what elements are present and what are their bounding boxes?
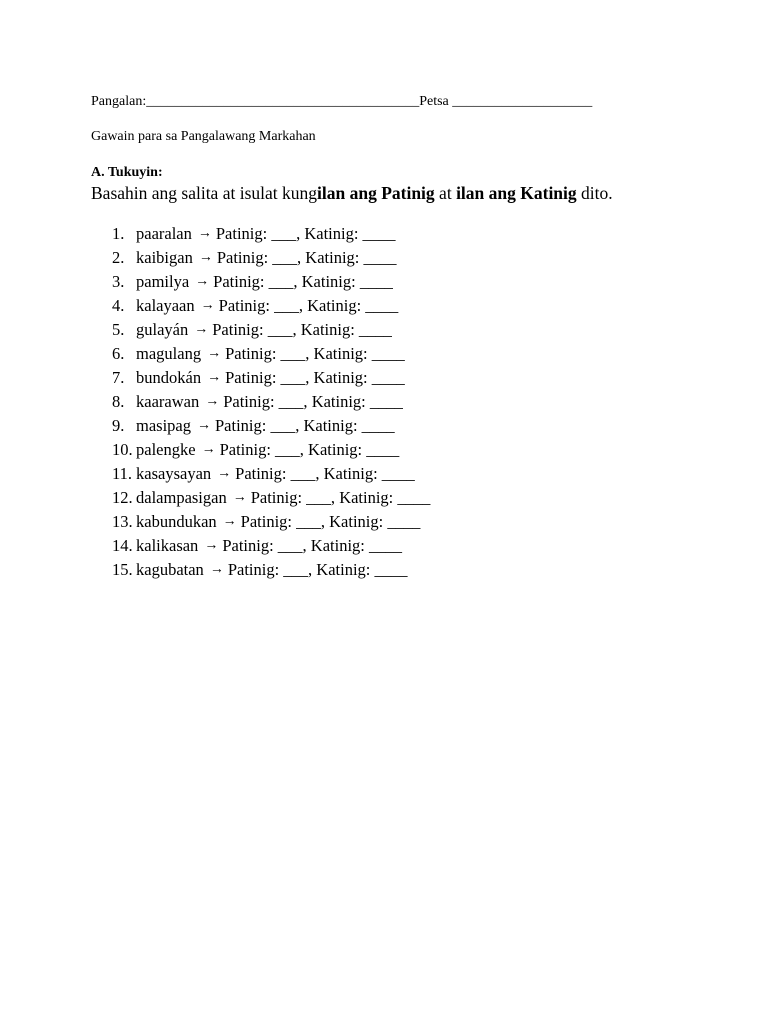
item-number: 5. xyxy=(112,320,125,339)
section-instruction xyxy=(91,183,613,204)
arrow-icon: → xyxy=(197,418,211,433)
list-item xyxy=(112,558,430,582)
item-word: kalayaan xyxy=(136,296,195,315)
list-item xyxy=(112,222,430,246)
instruction-text-3: dito. xyxy=(576,183,613,203)
patinig-blank: Patinig: ___, xyxy=(225,368,310,387)
katinig-blank: Katinig: ____ xyxy=(307,296,399,315)
item-word: dalampasigan xyxy=(136,488,227,507)
patinig-blank: Patinig: ___, xyxy=(213,272,298,291)
katinig-blank: Katinig: ____ xyxy=(313,368,405,387)
item-number: 3. xyxy=(112,272,125,291)
item-number: 12. xyxy=(112,488,133,507)
list-item xyxy=(112,270,430,294)
katinig-blank: Katinig: ____ xyxy=(305,248,397,267)
instruction-text-1: Basahin ang salita at isulat kung xyxy=(91,183,317,203)
list-item xyxy=(112,510,430,534)
patinig-blank: Patinig: ___, xyxy=(225,344,310,363)
list-item xyxy=(112,390,430,414)
item-number: 2. xyxy=(112,248,125,267)
item-number: 15. xyxy=(112,560,133,579)
item-number: 10. xyxy=(112,440,133,459)
item-word: gulayán xyxy=(136,320,189,339)
item-word: pamilya xyxy=(136,272,190,291)
instruction-bold-patinig: ilan ang Patinig xyxy=(317,183,435,203)
katinig-blank: Katinig: ____ xyxy=(339,488,431,507)
katinig-blank: Katinig: ____ xyxy=(329,512,421,531)
worksheet-subtitle: Gawain para sa Pangalawang Markahan xyxy=(91,129,316,144)
instruction-bold-katinig: ilan ang Katinig xyxy=(456,183,577,203)
list-item xyxy=(112,294,430,318)
arrow-icon: → xyxy=(232,490,247,505)
item-word: bundokán xyxy=(136,368,202,387)
instruction-text-2: at xyxy=(434,183,457,203)
arrow-icon: → xyxy=(217,466,232,481)
patinig-blank: Patinig: ___, xyxy=(222,536,307,555)
name-label: Pangalan: xyxy=(91,94,147,109)
item-number: 13. xyxy=(112,512,133,531)
list-item xyxy=(112,342,430,366)
item-word: kasaysayan xyxy=(136,464,212,483)
item-word: paaralan xyxy=(136,224,192,243)
arrow-icon: → xyxy=(201,442,216,457)
item-word: kaibigan xyxy=(136,248,193,267)
header-line xyxy=(91,94,592,110)
katinig-blank: Katinig: ____ xyxy=(308,440,400,459)
patinig-blank: Patinig: ___, xyxy=(250,488,336,507)
item-number: 6. xyxy=(112,344,125,363)
item-word: kalikasan xyxy=(136,536,199,555)
patinig-blank: Patinig: ___, xyxy=(227,560,313,579)
item-number: 7. xyxy=(112,368,125,387)
arrow-icon: → xyxy=(222,514,237,529)
katinig-blank: Katinig: ____ xyxy=(304,224,396,243)
patinig-blank: Patinig: ___, xyxy=(218,296,303,315)
name-blank: _______________________________________ xyxy=(146,94,420,109)
arrow-icon: → xyxy=(198,250,213,265)
katinig-blank: Katinig: ____ xyxy=(311,392,403,411)
item-number: 9. xyxy=(112,416,125,435)
item-number: 1. xyxy=(112,224,125,243)
item-number: 14. xyxy=(112,536,133,555)
arrow-icon: → xyxy=(194,322,209,337)
date-blank: ____________________ xyxy=(452,94,593,109)
katinig-blank: Katinig: ____ xyxy=(323,464,415,483)
katinig-blank: Katinig: ____ xyxy=(310,536,402,555)
list-item xyxy=(112,486,430,510)
patinig-blank: Patinig: ___, xyxy=(212,320,297,339)
katinig-blank: Katinig: ____ xyxy=(303,416,395,435)
item-word: masipag xyxy=(136,416,191,435)
item-word: palengke xyxy=(136,440,196,459)
patinig-blank: Patinig: ___, xyxy=(223,392,308,411)
item-word: kabundukan xyxy=(136,512,217,531)
arrow-icon: → xyxy=(209,562,224,577)
list-item xyxy=(112,318,430,342)
item-number: 4. xyxy=(112,296,125,315)
arrow-icon: → xyxy=(195,274,210,289)
patinig-blank: Patinig: ___, xyxy=(215,416,300,435)
item-word: magulang xyxy=(136,344,202,363)
patinig-blank: Patinig: ___, xyxy=(219,440,304,459)
list-item xyxy=(112,246,430,270)
patinig-blank: Patinig: ___, xyxy=(235,464,320,483)
list-item xyxy=(112,414,430,438)
patinig-blank: Patinig: ___, xyxy=(240,512,325,531)
katinig-blank: Katinig: ____ xyxy=(301,272,393,291)
arrow-icon: → xyxy=(197,226,212,241)
arrow-icon: → xyxy=(205,394,220,409)
list-item xyxy=(112,534,430,558)
item-number: 8. xyxy=(112,392,125,411)
list-item xyxy=(112,438,430,462)
list-item xyxy=(112,462,430,486)
arrow-icon: → xyxy=(204,538,219,553)
patinig-blank: Patinig: ___, xyxy=(215,224,301,243)
arrow-icon: → xyxy=(207,370,222,385)
katinig-blank: Katinig: ____ xyxy=(300,320,392,339)
arrow-icon: → xyxy=(207,346,222,361)
item-word: kagubatan xyxy=(136,560,204,579)
patinig-blank: Patinig: ___, xyxy=(216,248,302,267)
katinig-blank: Katinig: ____ xyxy=(316,560,408,579)
list-item xyxy=(112,366,430,390)
arrow-icon: → xyxy=(200,298,215,313)
date-label: Petsa xyxy=(419,94,449,109)
item-word: kaarawan xyxy=(136,392,200,411)
katinig-blank: Katinig: ____ xyxy=(313,344,405,363)
item-number: 11. xyxy=(112,464,133,483)
section-label: A. Tukuyin: xyxy=(91,165,163,180)
item-list xyxy=(112,222,430,582)
